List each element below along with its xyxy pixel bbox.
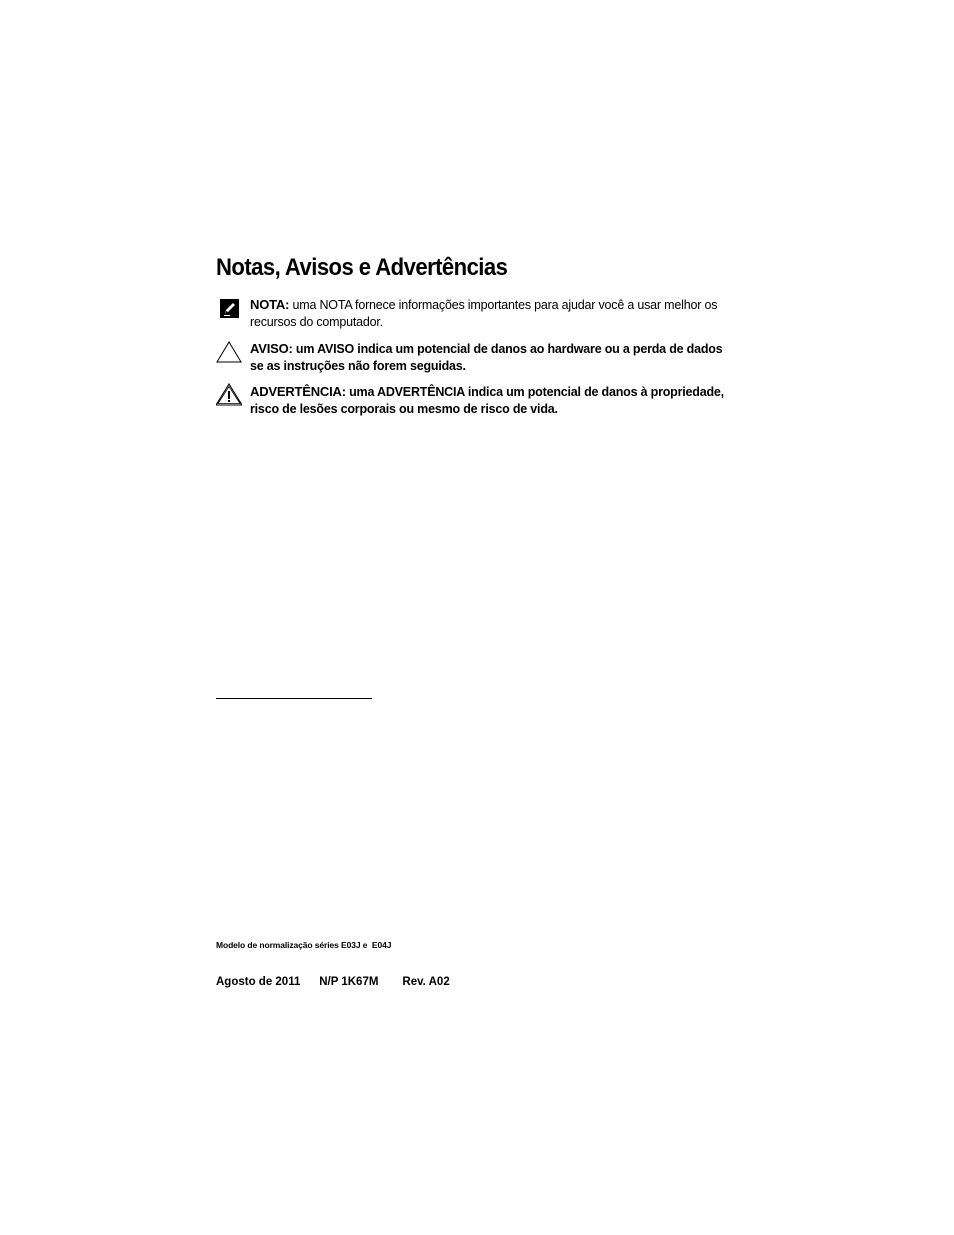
publication-date: Agosto de 2011 [216,976,301,988]
revision: Rev. A02 [402,976,450,988]
note-text: uma NOTA fornece informações importantes para ajudar você a usar melhor os recursos do computador. [250,298,718,329]
publication-info [216,976,450,988]
caution-triangle-icon [216,340,242,366]
warning-notice [216,383,736,418]
note-notice [216,296,736,331]
warning-text: uma ADVERTÊNCIA indica um potencial de danos à propriedade, risco de lesões corporais ou mesmo de risco de vida. [250,385,724,416]
warning-triangle-icon [216,383,242,409]
note-label: NOTA: [250,297,290,312]
footnote-divider [216,698,372,699]
part-number: N/P 1K67M [319,976,379,988]
regulatory-model: Modelo de normalização séries E03J e E04J [216,940,392,950]
caution-text: um AVISO indica um potencial de danos ao hardware ou a perda de dados se as instruções não forem seguidas. [250,342,723,373]
warning-label: ADVERTÊNCIA: [250,384,346,399]
pencil-note-icon [216,296,242,322]
caution-label: AVISO: [250,341,293,356]
caution-notice [216,340,736,375]
page-title: Notas, Avisos e Advertências [216,254,508,281]
